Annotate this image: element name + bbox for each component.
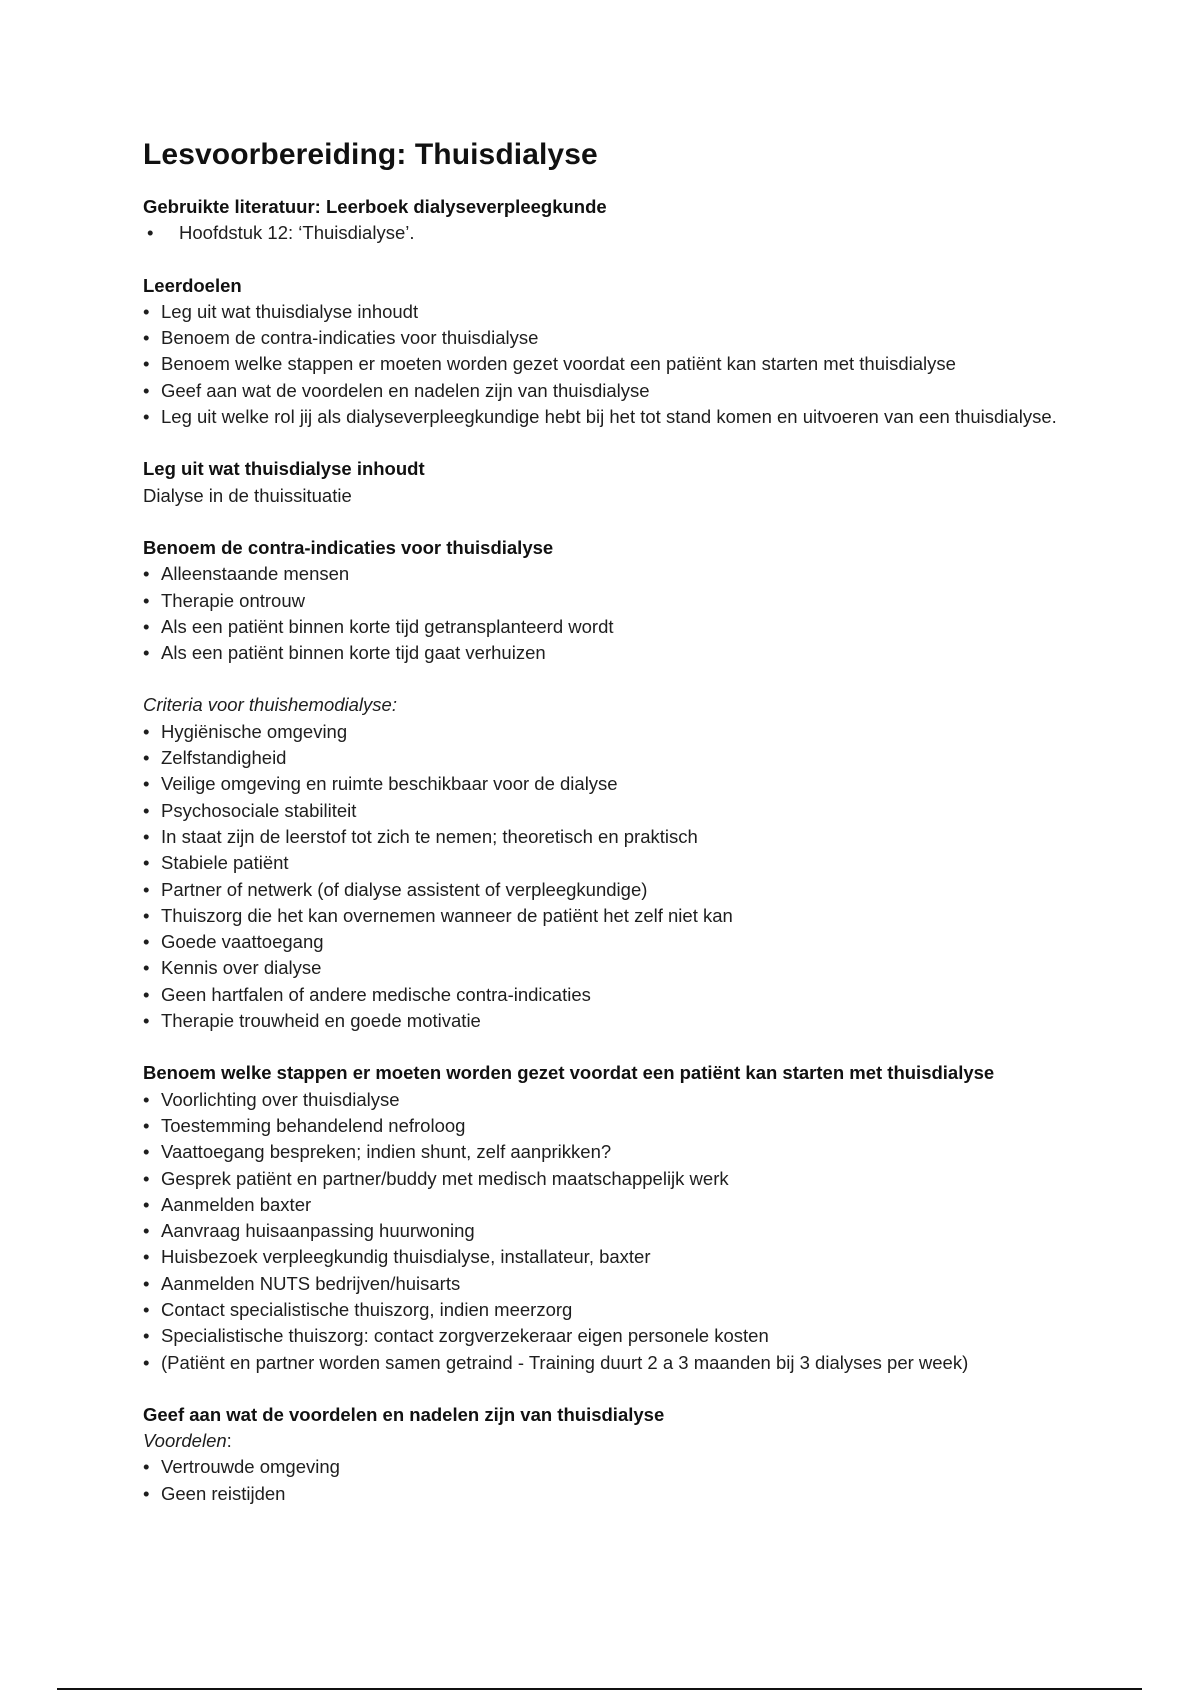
- list-item: • Aanvraag huisaanpassing huurwoning: [143, 1218, 1073, 1244]
- document-page: [143, 138, 1073, 1533]
- literature-heading: Gebruikte literatuur: Leerboek dialyseverpleegkunde: [143, 196, 607, 217]
- list-item: • Therapie trouwheid en goede motivatie: [143, 1008, 1073, 1034]
- literature-list: [143, 220, 1073, 246]
- list-item: • Aanmelden baxter: [143, 1192, 1073, 1218]
- list-item: • Specialistische thuiszorg: contact zorgverzekeraar eigen personele kosten: [143, 1323, 1073, 1349]
- list-item: • Alleenstaande mensen: [143, 561, 1073, 587]
- list-item: • Aanmelden NUTS bedrijven/huisarts: [143, 1271, 1073, 1297]
- literature-section: [143, 194, 1073, 247]
- list-item: • In staat zijn de leerstof tot zich te nemen; theoretisch en praktisch: [143, 824, 1073, 850]
- learning-goals-list: [143, 299, 1073, 430]
- list-item: • Hoofdstuk 12: ‘Thuisdialyse’.: [143, 220, 1073, 246]
- list-item: • Vertrouwde omgeving: [143, 1454, 1073, 1480]
- list-item: • Partner of netwerk (of dialyse assistent of verpleegkundige): [143, 877, 1073, 903]
- criteria-heading: Criteria voor thuishemodialyse:: [143, 694, 397, 716]
- list-item: • Hygiënische omgeving: [143, 719, 1073, 745]
- learning-goals-heading: Leerdoelen: [143, 274, 242, 296]
- learning-goals-section: [143, 273, 1073, 431]
- list-item: • Therapie ontrouw: [143, 588, 1073, 614]
- criteria-section: [143, 692, 1073, 1034]
- list-item: • Contact specialistische thuiszorg, indien meerzorg: [143, 1297, 1073, 1323]
- list-item: • Kennis over dialyse: [143, 955, 1073, 981]
- pros-cons-heading: Geef aan wat de voordelen en nadelen zijn van thuisdialyse: [143, 1403, 665, 1425]
- pros-list: [143, 1454, 1073, 1507]
- list-item: • Gesprek patiënt en partner/buddy met medisch maatschappelijk werk: [143, 1166, 1073, 1192]
- pros-label-colon: :: [226, 1430, 232, 1452]
- steps-list: [143, 1087, 1073, 1376]
- explain-heading: Leg uit wat thuisdialyse inhoudt: [143, 458, 425, 480]
- pros-cons-section: [143, 1402, 1073, 1507]
- contra-heading: Benoem de contra-indicaties voor thuisdialyse: [143, 536, 554, 558]
- list-item: • Leg uit welke rol jij als dialyseverpleegkundige hebt bij het tot stand komen en uitvoeren van een thuisdialyse.: [143, 404, 1073, 430]
- list-item: • Benoem de contra-indicaties voor thuisdialyse: [143, 325, 1073, 351]
- list-item: • Als een patiënt binnen korte tijd getransplanteerd wordt: [143, 614, 1073, 640]
- page-bottom-divider: [57, 1688, 1142, 1690]
- pros-label-line: [143, 1428, 1073, 1454]
- list-item: • Psychosociale stabiliteit: [143, 798, 1073, 824]
- list-item: • Veilige omgeving en ruimte beschikbaar voor de dialyse: [143, 771, 1073, 797]
- list-item: • Geef aan wat de voordelen en nadelen zijn van thuisdialyse: [143, 378, 1073, 404]
- list-item: • (Patiënt en partner worden samen getraind - Training duurt 2 a 3 maanden bij 3 dialyses per week): [143, 1350, 1073, 1376]
- explain-text: Dialyse in de thuissituatie: [143, 484, 352, 506]
- list-item: • Toestemming behandelend nefroloog: [143, 1113, 1073, 1139]
- contra-list: [143, 561, 1073, 666]
- list-item: • Stabiele patiënt: [143, 850, 1073, 876]
- contra-section: [143, 535, 1073, 666]
- pros-label: Voordelen: [143, 1430, 227, 1452]
- list-item: • Vaattoegang bespreken; indien shunt, zelf aanprikken?: [143, 1139, 1073, 1165]
- steps-heading: Benoem welke stappen er moeten worden gezet voordat een patiënt kan starten met thuisdialyse: [143, 1062, 995, 1084]
- list-item: • Zelfstandigheid: [143, 745, 1073, 771]
- page-title: Lesvoorbereiding: Thuisdialyse: [143, 138, 598, 171]
- list-item: • Als een patiënt binnen korte tijd gaat verhuizen: [143, 640, 1073, 666]
- list-item: • Geen hartfalen of andere medische contra-indicaties: [143, 982, 1073, 1008]
- criteria-list: [143, 719, 1073, 1035]
- steps-section: [143, 1060, 1073, 1376]
- list-item: • Voorlichting over thuisdialyse: [143, 1087, 1073, 1113]
- explain-section: [143, 456, 1073, 509]
- list-item: • Leg uit wat thuisdialyse inhoudt: [143, 299, 1073, 325]
- list-item: • Benoem welke stappen er moeten worden gezet voordat een patiënt kan starten met thuisdialyse: [143, 351, 1073, 377]
- list-item: • Thuiszorg die het kan overnemen wanneer de patiënt het zelf niet kan: [143, 903, 1073, 929]
- list-item: • Goede vaattoegang: [143, 929, 1073, 955]
- list-item: • Huisbezoek verpleegkundig thuisdialyse, installateur, baxter: [143, 1244, 1073, 1270]
- list-item: • Geen reistijden: [143, 1481, 1073, 1507]
